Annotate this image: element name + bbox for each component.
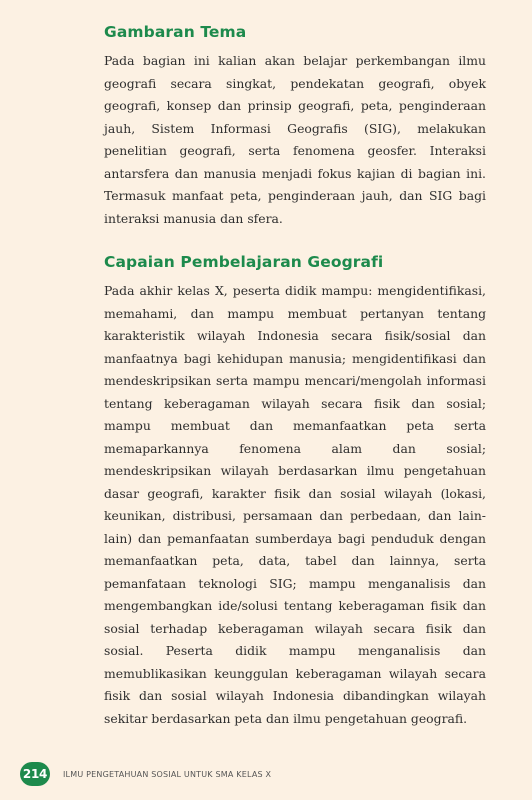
book-title: ILMU PENGETAHUAN SOSIAL UNTUK SMA KELAS X	[63, 769, 272, 779]
section-body-gambaran-tema: Pada bagian ini kalian akan belajar perkembangan ilmu geografi secara singkat, pendekatan geografi, obyek geografi, konsep dan prinsip geografi, peta, penginderaan jauh, Sistem Informasi Geografis (SIG), melakukan penelitian geografi, serta fenomena geosfer. Interaksi antarsfera dan manusia menjadi fokus kajian di bagian ini. Termasuk manfaat peta, penginderaan jauh, dan SIG bagi interaksi manusia dan sfera.	[104, 53, 486, 226]
page-content	[104, 20, 486, 730]
section-heading-gambaran-tema: Gambaran Tema	[104, 23, 247, 41]
section-heading-capaian-pembelajaran: Capaian Pembelajaran Geografi	[104, 253, 384, 271]
section-body-capaian-pembelajaran: Pada akhir kelas X, peserta didik mampu: mengidentifikasi, memahami, dan mampu membuat pertanyan tentang karakteristik wilayah Indonesia secara fisik/sosial dan manfaatnya bagi kehidupan manusia; mengidentifikasi dan mendeskripsikan serta mampu mencari/mengolah informasi tentang keberagaman wilayah secara fisik dan sosial; mampu membuat dan memanfaatkan peta serta memaparkannya fenomena alam dan sosial; mendeskripsikan wilayah berdasarkan ilmu pengetahuan dasar geografi, karakter fisik dan sosial wilayah (lokasi, keunikan, distribusi, persamaan dan perbedaan, dan lain-lain) dan pemanfaatan sumberdaya bagi penduduk dengan memanfaatkan peta, data, tabel dan lainnya, serta pemanfataan teknologi SIG; mampu menganalisis dan mengembangkan ide/solusi tentang keberagaman fisik dan sosial terhadap keberagaman wilayah secara fisik dan sosial. Peserta didik mampu menganalisis dan memublikasikan keunggulan keberagaman wilayah secara fisik dan sosial wilayah Indonesia dibandingkan wilayah sekitar berdasarkan peta dan ilmu pengetahuan geografi.	[104, 283, 486, 726]
page-footer	[20, 762, 271, 786]
page-number-badge: 214	[20, 762, 50, 786]
